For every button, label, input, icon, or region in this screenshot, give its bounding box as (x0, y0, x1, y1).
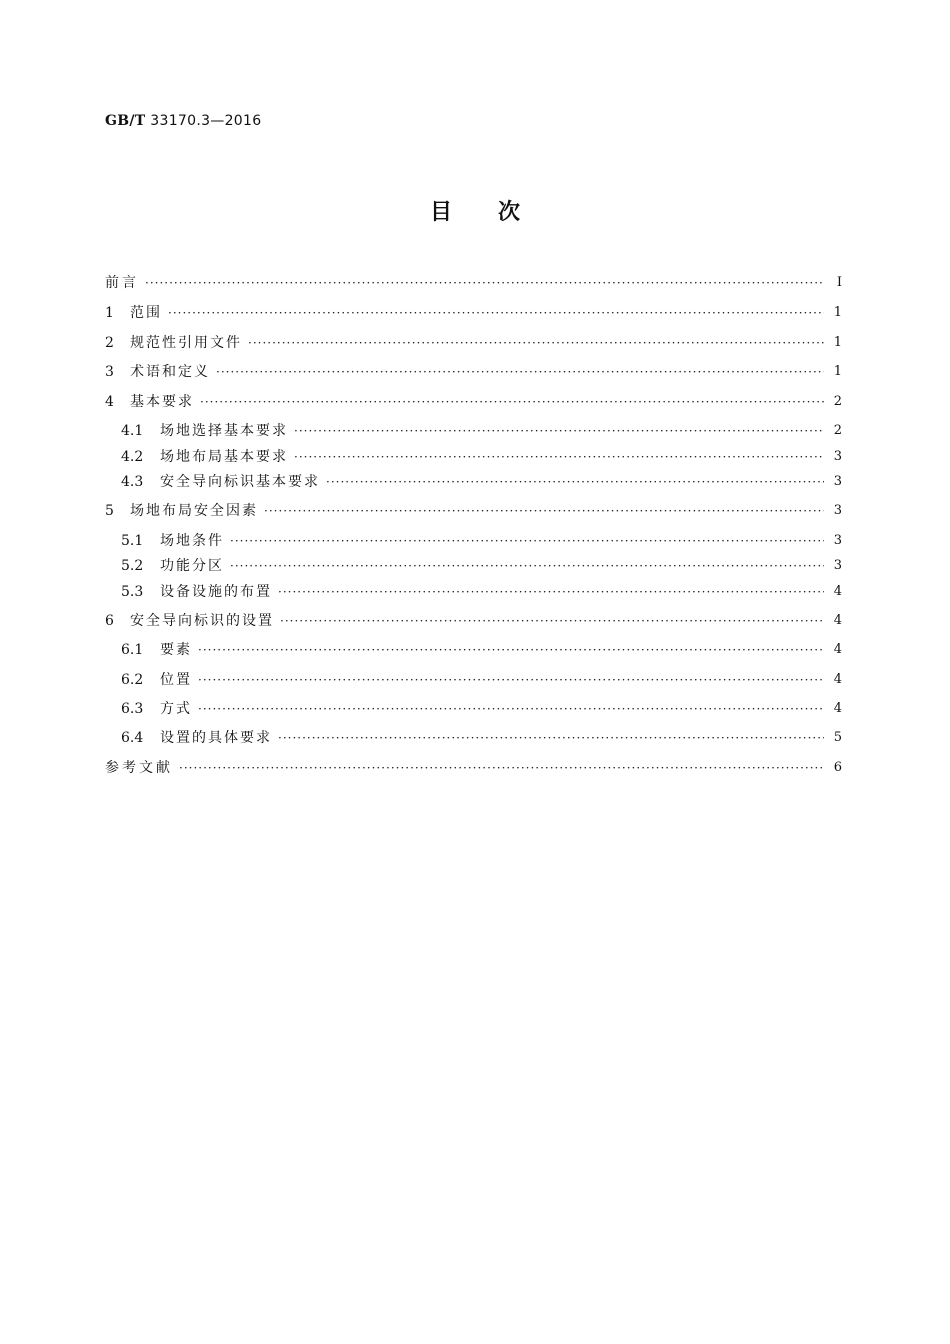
toc-entry-number: 5.1 (121, 533, 144, 549)
toc-dot-leader (168, 302, 824, 324)
toc-entry-label: 设备设施的布置 (160, 584, 272, 600)
toc-entry-label: 场地布局安全因素 (130, 503, 258, 519)
toc-entry-label: 规范性引用文件 (130, 335, 242, 351)
standard-code: 33170.3—2016 (150, 113, 262, 129)
toc-entry-label: 前言 (105, 275, 139, 291)
toc-entry-page: 3 (833, 558, 842, 573)
toc-entry-page: 1 (833, 305, 842, 320)
toc-entry-page: 1 (833, 364, 842, 379)
toc-dot-leader (198, 669, 824, 691)
toc-entry-label: 要素 (160, 642, 192, 658)
toc-dot-leader (198, 698, 824, 720)
toc-entry-page: 5 (833, 730, 842, 745)
toc-dot-leader (230, 530, 824, 552)
toc-dot-leader (278, 581, 824, 603)
toc-entry[interactable] (121, 581, 842, 603)
toc-entry[interactable] (121, 555, 842, 577)
toc-dot-leader (145, 272, 824, 294)
standard-prefix: GB/T (105, 113, 146, 129)
toc-entry-page: 3 (833, 449, 842, 464)
toc-entry-label: 位置 (160, 672, 192, 688)
toc-entry[interactable] (105, 302, 842, 324)
toc-entry-label: 基本要求 (130, 394, 194, 410)
toc-entry-number: 6.2 (121, 672, 144, 688)
toc-entry-number: 4.3 (121, 474, 144, 490)
toc-entry-label: 参考文献 (105, 760, 173, 776)
toc-entry-number: 5.2 (121, 558, 144, 574)
toc-entry[interactable] (121, 669, 842, 691)
toc-entry-page: 4 (833, 642, 842, 657)
toc-entry-number: 6 (105, 613, 114, 629)
toc-entry-label: 安全导向标识的设置 (130, 613, 274, 629)
toc-entry[interactable] (121, 420, 842, 442)
toc-entry-number: 1 (105, 305, 114, 321)
toc-entry[interactable] (105, 361, 842, 383)
table-of-contents (105, 0, 842, 1344)
toc-entry[interactable] (121, 471, 842, 493)
toc-entry[interactable] (105, 391, 842, 413)
toc-entry-page: 4 (833, 613, 842, 628)
toc-entry[interactable] (105, 610, 842, 632)
toc-entry-page: 6 (833, 760, 842, 775)
toc-entry-label: 功能分区 (160, 558, 224, 574)
toc-entry-number: 5.3 (121, 584, 144, 600)
toc-entry-page: 4 (833, 701, 842, 716)
toc-entry-number: 4.2 (121, 449, 144, 465)
toc-dot-leader (198, 639, 824, 661)
toc-title: 目次 (429, 200, 566, 225)
toc-entry[interactable] (121, 698, 842, 720)
toc-entry-number: 4.1 (121, 423, 144, 439)
toc-entry-number: 6.4 (121, 730, 144, 746)
toc-entry-number: 2 (105, 335, 114, 351)
toc-entry-label: 场地布局基本要求 (160, 449, 288, 465)
toc-entry-page: 4 (833, 584, 842, 599)
toc-entry-number: 4 (105, 394, 114, 410)
toc-dot-leader (200, 391, 824, 413)
toc-entry-number: 6.1 (121, 642, 144, 658)
toc-entry[interactable] (121, 530, 842, 552)
toc-entry-page: 2 (833, 423, 842, 438)
toc-entry-label: 场地选择基本要求 (160, 423, 288, 439)
toc-entry-label: 场地条件 (160, 533, 224, 549)
toc-entry-page: 4 (833, 672, 842, 687)
toc-dot-leader (294, 446, 824, 468)
toc-dot-leader (264, 500, 824, 522)
toc-dot-leader (294, 420, 824, 442)
toc-dot-leader (278, 727, 824, 749)
toc-entry-number: 6.3 (121, 701, 144, 717)
toc-entry[interactable] (121, 639, 842, 661)
toc-entry-page: 3 (833, 474, 842, 489)
toc-entry[interactable] (121, 727, 842, 749)
toc-entry[interactable] (121, 446, 842, 468)
toc-entry-label: 设置的具体要求 (160, 730, 272, 746)
toc-dot-leader (326, 471, 824, 493)
toc-entry[interactable] (105, 500, 842, 522)
toc-entry-page: 2 (833, 394, 842, 409)
toc-entry-page: 3 (833, 533, 842, 548)
toc-dot-leader (216, 361, 824, 383)
toc-entry-label: 术语和定义 (130, 364, 210, 380)
toc-entry-label: 范围 (130, 305, 162, 321)
toc-entry-label: 安全导向标识基本要求 (160, 474, 320, 490)
toc-entry-page: Ⅰ (836, 275, 842, 290)
toc-dot-leader (248, 332, 824, 354)
toc-entry-number: 3 (105, 364, 114, 380)
toc-entry-number: 5 (105, 503, 114, 519)
toc-dot-leader (179, 757, 824, 779)
toc-entry[interactable] (105, 332, 842, 354)
toc-entry-label: 方式 (160, 701, 192, 717)
toc-dot-leader (230, 555, 824, 577)
toc-entry-page: 3 (833, 503, 842, 518)
toc-entry[interactable] (105, 272, 842, 294)
toc-entry[interactable] (105, 757, 842, 779)
toc-entry-page: 1 (833, 335, 842, 350)
toc-dot-leader (280, 610, 824, 632)
